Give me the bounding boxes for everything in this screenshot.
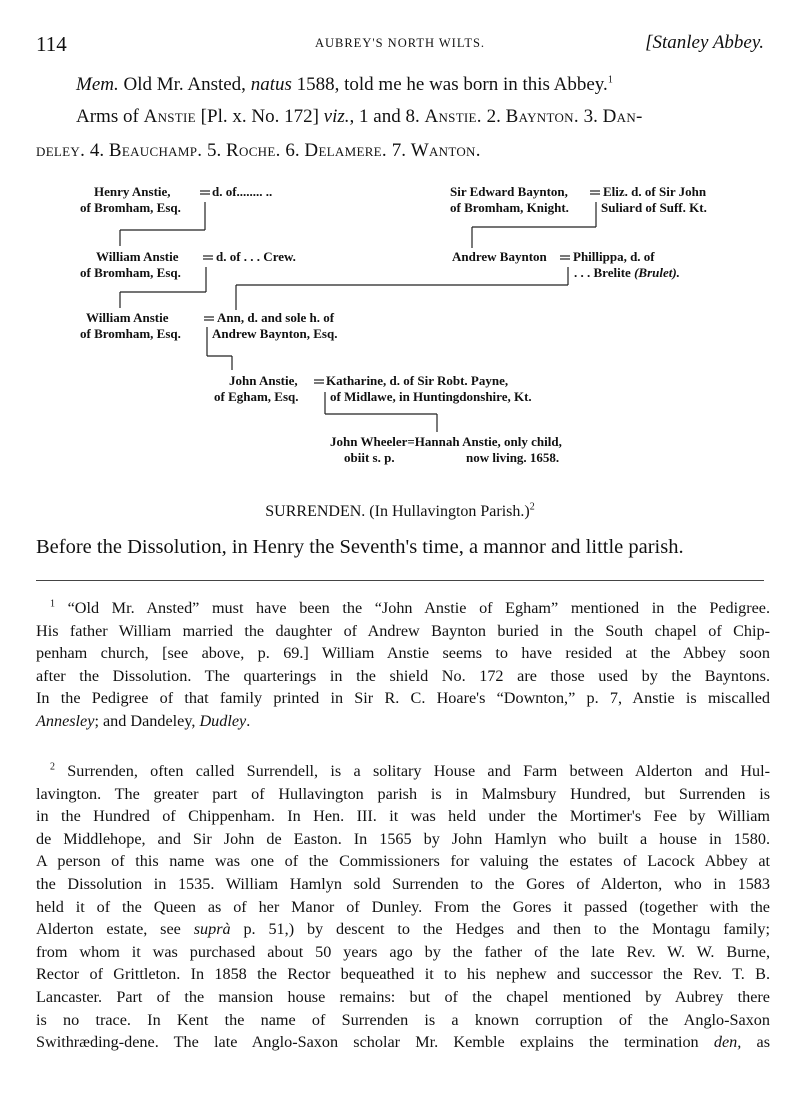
running-title: AUBREY'S NORTH WILTS. (314, 36, 486, 50)
william-anstie-1-place: of Bromham, Esq. (80, 265, 181, 280)
footnote-text: Surrenden, often called Surrendell, is a solitary House and Farm between Alderton and Hul- (67, 762, 771, 780)
arms-text: 4. (85, 140, 109, 161)
eliz-suliard-origin: Suliard of Suff. Kt. (601, 200, 707, 215)
ann-baynton: Ann, d. and sole h. of (217, 310, 335, 325)
arms-text: 5. (202, 140, 227, 161)
henry-wife: d. of........ .. (212, 184, 273, 199)
footnote-2-line: de Middlehope, and Sir John de Easton. In 1565 by John Hamlyn who built a house in 1580. (36, 829, 770, 848)
page-header (36, 32, 764, 58)
section-title: [Stanley Abbey. (645, 32, 764, 53)
footnote-2-line: lavington. The greater part of Hullavington parish is in Malmsbury Hundred, but Surrenden is (36, 784, 770, 803)
memo-natus: natus (250, 74, 292, 95)
arms-text: 7. (386, 140, 411, 161)
footnote-2-line: from whom it was purchased about 50 years ago by the father of the late Rev. W. W. Burne, (36, 942, 770, 961)
footnote-text: Swithræding-dene. The late Anglo-Saxon scholar Mr. Kemble explains the termination (36, 1033, 714, 1052)
footnote-1-number: 1 (50, 598, 55, 610)
footnote-2 (36, 760, 770, 1054)
den: den, (713, 1033, 742, 1052)
phillippa-brulet: (Brulet). (634, 265, 680, 280)
dudley: Dudley (199, 711, 247, 730)
footnote-ref-2: 2 (529, 501, 535, 513)
memo-text-a: Old Mr. Ansted, (118, 74, 251, 95)
arms-wanton: Wanton. (410, 140, 481, 161)
arms-dandeley-start: Dan- (602, 106, 643, 127)
arms-beauchamp: Beauchamp. (108, 140, 203, 161)
footnote-text: p. 51,) by descent to the Hedges and then to the Montagu family; (230, 920, 771, 939)
arms-viz: viz. (323, 106, 350, 127)
wheeler-obiit: obiit s. p. (344, 450, 395, 465)
henry-anstie: Henry Anstie, (94, 184, 171, 199)
footnote-2-line: is no trace. In Kent the name of Surrenden is a known corruption of the Anglo-Saxon (36, 1010, 770, 1029)
footnote-2-line: in the Hundred of Chippenham. In Hen. III. it was held under the Mortimer's Fee by William (36, 807, 770, 826)
arms-text: 6. (280, 140, 305, 161)
john-anstie: John Anstie, (229, 373, 298, 388)
wheeler-hannah: John Wheeler=Hannah Anstie, only child, (330, 434, 562, 449)
footnote-text: “Old Mr. Ansted” must have been the “John Anstie of Egham” mentioned in the Pedigree. (67, 599, 770, 617)
william-anstie-1: William Anstie (96, 249, 179, 264)
footnote-2-line: A person of this name was one of the Commissioners for valuing the estates of Lacock Abbey at (36, 852, 770, 871)
footnote-text: as (741, 1033, 770, 1052)
eliz-suliard: Eliz. d. of Sir John (603, 184, 707, 199)
footnote-2-line: Lancaster. Part of the mansion house remains: but of the chapel mentioned by Aubrey there (36, 987, 770, 1006)
phillippa: Phillippa, d. of (573, 249, 655, 264)
body-paragraph: Before the Dissolution, in Henry the Seventh's time, a mannor and little parish. (36, 536, 684, 558)
arms-line-1 (76, 106, 643, 128)
phillippa-brelite: . . . Brelite (574, 265, 635, 280)
henry-anstie-place: of Bromham, Esq. (80, 200, 181, 215)
footnote-1-line (36, 597, 770, 620)
pedigree-chart (0, 170, 800, 470)
footnote-1-line: In the Pedigree of that family printed in Sir R. C. Hoare's “Downton,” p. 7, Anstie is miscalled (36, 689, 770, 708)
katharine-payne: Katharine, d. of Sir Robt. Payne, (326, 373, 509, 388)
arms-dandeley-end: deley. (36, 140, 86, 161)
footnote-2-line (36, 1031, 770, 1054)
arms-anstie-2: Anstie. (424, 106, 482, 127)
memo-line (76, 74, 613, 96)
william-anstie-2: William Anstie (86, 310, 169, 325)
andrew-baynton: Andrew Baynton (452, 249, 547, 264)
arms-baynton: Baynton. (505, 106, 579, 127)
section-heading (0, 503, 800, 521)
john-anstie-place: of Egham, Esq. (214, 389, 299, 404)
footnote-1-line: after the Dissolution. The quarterings in the shield No. 172 are those used by the Bayntons. (36, 666, 770, 685)
footnote-2-line: Rector of Grittleton. In 1858 the Rector bequeathed it to his nephew and successor the Rev. T. B. (36, 965, 770, 984)
memo-label: Mem. (76, 74, 119, 95)
footnote-1-line: His father William married the daughter of Andrew Baynton buried in the South chapel of Chip- (36, 621, 770, 640)
footnote-2-number: 2 (50, 761, 55, 773)
footnote-1-line (36, 710, 770, 733)
footnote-1-line: penham church, [see above, p. 69.] William Anstie seems to have resided at the Abbey soon (36, 644, 770, 663)
memo-text-b: 1588, told me he was born in this Abbey. (291, 74, 608, 95)
footnote-divider (36, 580, 764, 581)
edward-baynton-place: of Bromham, Knight. (450, 200, 569, 215)
arms-line-2 (36, 140, 481, 162)
katharine-payne-origin: of Midlawe, in Huntingdonshire, Kt. (330, 389, 532, 404)
heading-parish: (In Hullavington Parish.) (365, 503, 530, 520)
footnote-text: Alderton estate, see (36, 920, 194, 939)
footnote-text: . (246, 711, 251, 730)
footnote-text: ; and Dandeley, (94, 711, 200, 730)
arms-text: Arms of (76, 106, 144, 127)
arms-text: 2. (481, 106, 506, 127)
footnote-2-line (36, 918, 770, 941)
supra: suprà (193, 920, 231, 939)
footnote-1 (36, 597, 770, 733)
william-1-wife: d. of . . . Crew. (216, 249, 296, 264)
arms-text: [Pl. x. No. 172] (195, 106, 324, 127)
arms-delamere: Delamere. (304, 140, 387, 161)
footnote-2-line (36, 760, 770, 783)
arms-text: 3. (578, 106, 603, 127)
arms-text: , 1 and 8. (349, 106, 425, 127)
footnote-2-line: held it of the Queen as of her Manor of Dunley. From the Gores it passed (together with the (36, 897, 770, 916)
arms-anstie: Anstie (143, 106, 196, 127)
phillippa-origin (574, 265, 680, 281)
heading-title: SURRENDEN. (265, 503, 366, 520)
footnote-ref-1: 1 (607, 74, 613, 86)
william-anstie-2-place: of Bromham, Esq. (80, 326, 181, 341)
arms-roche: Roche. (226, 140, 281, 161)
annesley: Annesley (36, 711, 95, 730)
footnote-2-line: the Dissolution in 1535. William Hamlyn sold Surrenden to the Gores of Alderton, who in 1583 (36, 874, 770, 893)
ann-baynton-father: Andrew Baynton, Esq. (212, 326, 338, 341)
edward-baynton: Sir Edward Baynton, (450, 184, 568, 199)
hannah-living: now living. 1658. (466, 450, 560, 465)
page-number: 114 (36, 32, 67, 56)
